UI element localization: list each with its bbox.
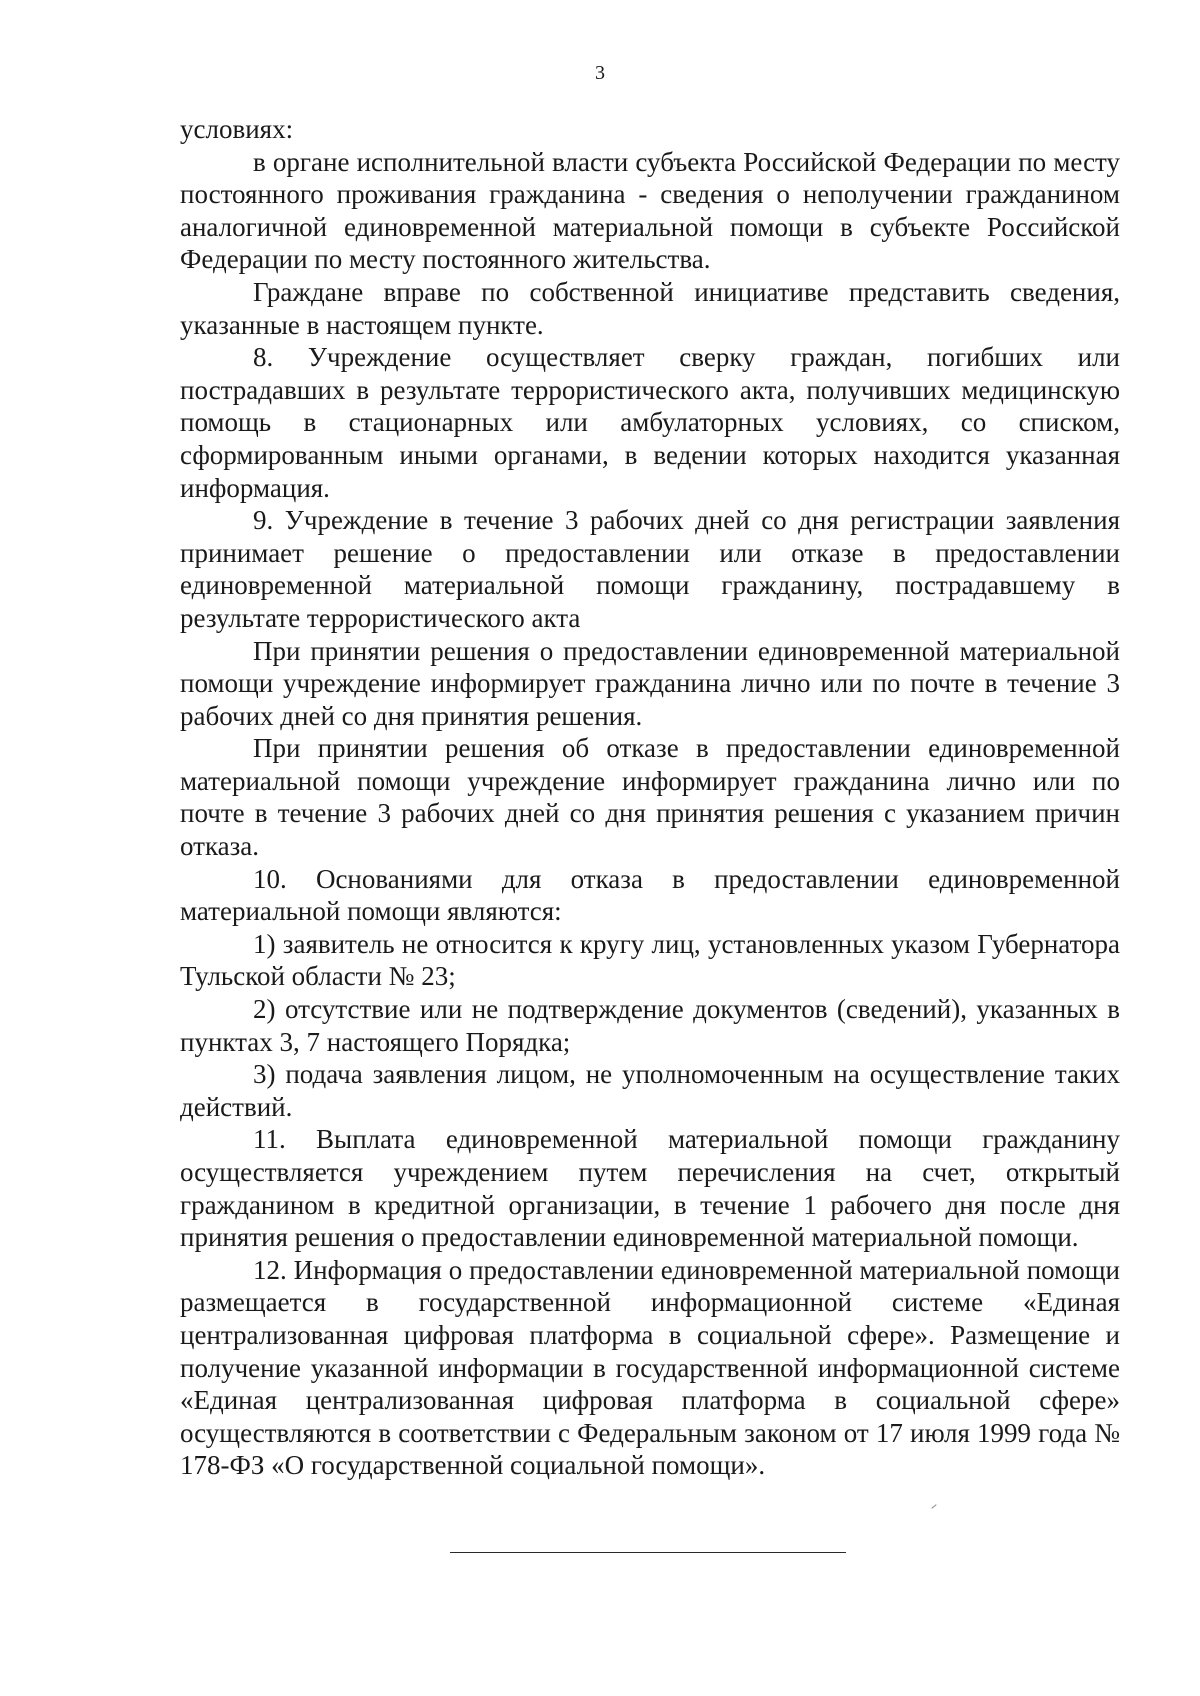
end-of-document-rule [450, 1552, 846, 1553]
paragraph-refusal-ground-2: 2) отсутствие или не подтверждение документов (сведений), указанных в пунктах 3, 7 настоящего Порядка; [180, 994, 1120, 1057]
paragraph-refusal-ground-1: 1) заявитель не относится к кругу лиц, установленных указом Губернатора Тульской области № 23; [180, 928, 1120, 992]
paragraph-refusal-ground-3: 3) подача заявления лицом, не уполномоченным на осуществление таких действий. [180, 1059, 1120, 1122]
paragraph-continuation: условиях: [180, 114, 294, 144]
scan-mark [931, 1504, 936, 1509]
paragraph-item-11: 11. Выплата единовременной материальной помощи гражданину осуществляется учреждением путем перечисления на счет, открытый гражданином в кредитной организации, в течение 1 рабочего дня после дня принятия решения о предоставлении единовременной материальной помощи. [180, 1124, 1120, 1253]
page-number: 3 [595, 62, 605, 84]
paragraph-item-10: 10. Основаниями для отказа в предоставлении единовременной материальной помощи являются: [180, 863, 1120, 927]
paragraph-item-8: 8. Учреждение осуществляет сверку граждан, погибших или пострадавших в результате террористического акта, получивших медицинскую помощь в стационарных или амбулаторных условиях, со списком, сформированным иными органами, в ведении которых находится указанная информация. [180, 342, 1120, 503]
document-body [180, 113, 1120, 1482]
paragraph-item-9: 9. Учреждение в течение 3 рабочих дней со дня регистрации заявления принимает решение о предоставлении или отказе в предоставлении единовременной материальной помощи гражданину, пострадавшему в результате террористического акта [180, 505, 1120, 633]
paragraph-citizens-right: Граждане вправе по собственной инициативе представить сведения, указанные в настоящем пункте. [180, 276, 1120, 340]
paragraph-refusal-decision: При принятии решения об отказе в предоставлении единовременной материальной помощи учреждение информирует гражданина лично или по почте в течение 3 рабочих дней со дня принятия решения с указанием причин отказа. [180, 733, 1120, 862]
paragraph-grant-decision: При принятии решения о предоставлении единовременной материальной помощи учреждение информирует гражданина лично или по почте в течение 3 рабочих дней со дня принятия решения. [180, 635, 1120, 731]
paragraph-executive-authority: в органе исполнительной власти субъекта Российской Федерации по месту постоянного проживания гражданина - сведения о неполучении гражданином аналогичной единовременной материальной помощи в субъекте Российской Федерации по месту постоянного жительства. [180, 146, 1120, 275]
paragraph-item-12: 12. Информация о предоставлении единовременной материальной помощи размещается в государственной информационной системе «Единая централизованная цифровая платформа в социальной сфере». Размещение и получение указанной информации в государственной информационной системе «Единая централизованная цифровая платформа в социальной сфере» осуществляются в соответствии с Федеральным законом от 17 июля 1999 года № 178-ФЗ «О государственной социальной помощи». [180, 1254, 1120, 1481]
